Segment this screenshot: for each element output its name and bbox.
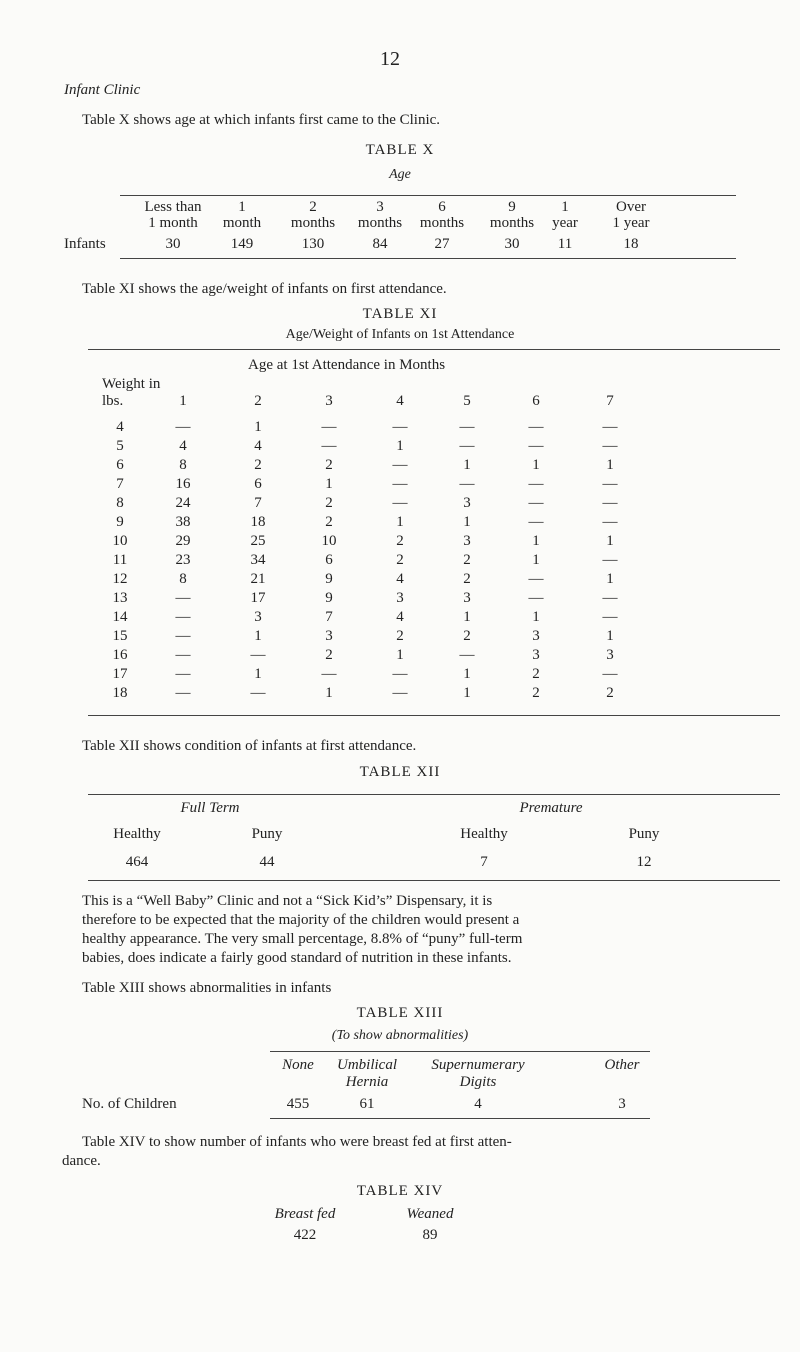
table-xi-cell: 7 [254, 495, 262, 511]
table-xi-cell: — [459, 647, 475, 663]
table-xi-cell: 21 [250, 571, 266, 587]
table-xi-cell: 1 [532, 533, 540, 549]
table-xi-cell: — [392, 495, 408, 511]
table-xi-cell: — [528, 438, 544, 454]
table-xiii-cell: 4 [474, 1096, 482, 1112]
table-xi-cell: 34 [250, 552, 266, 568]
table-xi-cell: — [321, 438, 337, 454]
table-xiii-col-header: None [282, 1057, 314, 1073]
table-xi-cell: 1 [532, 552, 540, 568]
table-xi-cell: 8 [179, 571, 187, 587]
table-xiv-col-header: Breast fed [274, 1206, 336, 1222]
table-xi-cell: 4 [254, 438, 262, 454]
table-x-title: TABLE X [365, 142, 435, 158]
paragraph-line: This is a “Well Baby” Clinic and not a “Sick Kid’s” Dispensary, it is [82, 893, 493, 909]
table-xi-weight-cell: 17 [112, 666, 128, 682]
table-xi-cell: 2 [254, 457, 262, 473]
table-xi-cell: — [602, 514, 618, 530]
table-xi-cell: — [528, 419, 544, 435]
table-xi-cell: 1 [463, 457, 471, 473]
table-xi-title: TABLE XI [362, 306, 438, 322]
table-xi-cell: — [175, 666, 191, 682]
table-xi-weight-cell: 16 [112, 647, 128, 663]
table-xi-cell: — [459, 476, 475, 492]
table-xi-cell: 29 [175, 533, 191, 549]
table-xi-cell: 10 [321, 533, 337, 549]
table-xi-subtitle: Age/Weight of Infants on 1st Attendance [285, 327, 515, 342]
table-xi-cell: 23 [175, 552, 191, 568]
table-xii-col-header: Healthy [113, 826, 161, 842]
table-xiv-cell: 89 [422, 1227, 438, 1243]
table-xi-cell: — [175, 685, 191, 701]
table-xi-cell: — [602, 419, 618, 435]
table-xi-cell: 3 [254, 609, 262, 625]
table-xi-lbs-header: lbs. [102, 393, 124, 409]
table-xiv-intro: Table XIV to show number of infants who were breast fed at first atten- [82, 1134, 512, 1150]
table-xi-cell: 3 [532, 647, 540, 663]
table-xi-cell: — [392, 685, 408, 701]
table-x-col-header: months [357, 215, 403, 231]
section-title: Infant Clinic [64, 82, 141, 98]
table-xi-cell: — [528, 495, 544, 511]
table-x-col-header: 6 [438, 199, 446, 215]
table-xi-cell: — [528, 476, 544, 492]
table-xi-cell: — [528, 571, 544, 587]
table-xii-full-term: Full Term [180, 800, 240, 816]
table-xi-cell: 7 [325, 609, 333, 625]
table-xi-cell: 2 [532, 666, 540, 682]
table-xiii-subtitle: (To show abnormalities) [331, 1028, 469, 1043]
table-xi-cell: 2 [606, 685, 614, 701]
table-x-col-header: months [489, 215, 535, 231]
table-xiv-cell: 422 [293, 1227, 317, 1243]
table-xi-cell: 3 [463, 533, 471, 549]
table-xi-cell: 1 [325, 685, 333, 701]
table-xi-cell: 2 [325, 457, 333, 473]
table-x-col-header: months [290, 215, 336, 231]
table-xi-cell: 2 [396, 533, 404, 549]
table-x-row-label: Infants [64, 236, 106, 252]
table-xi-cell: 4 [179, 438, 187, 454]
table-xi-cell: 1 [396, 438, 404, 454]
table-xi-cell: 9 [325, 590, 333, 606]
table-xi-cell: 3 [463, 590, 471, 606]
paragraph-line: healthy appearance. The very small percentage, 8.8% of “puny” full-term [82, 931, 523, 947]
table-xii-bottom-rule [88, 880, 780, 881]
table-xiv-intro-cont: dance. [62, 1153, 101, 1169]
table-xi-cell: — [602, 438, 618, 454]
table-xi-cell: 1 [463, 514, 471, 530]
page-number: 12 [380, 48, 400, 70]
table-xi-cell: 2 [325, 495, 333, 511]
table-x-bottom-rule [120, 258, 736, 259]
table-xi-cell: 1 [396, 647, 404, 663]
table-xi-cell: 2 [325, 514, 333, 530]
table-xi-cell: 1 [463, 685, 471, 701]
table-xiii-col-header: Other [604, 1057, 640, 1073]
table-x-col-header: 1 year [612, 215, 650, 231]
table-xi-group-header: Age at 1st Attendance in Months [248, 357, 446, 373]
table-xi-cell: — [459, 438, 475, 454]
table-xi-cell: 1 [606, 628, 614, 644]
table-xi-cell: — [392, 457, 408, 473]
table-xiii-cell: 455 [286, 1096, 310, 1112]
table-xii-intro: Table XII shows condition of infants at first attendance. [82, 738, 417, 754]
table-x-cell: 130 [301, 236, 325, 252]
narrative-paragraph [82, 892, 782, 968]
table-xi-cell: 2 [396, 552, 404, 568]
table-x-col-header: 1 [561, 199, 569, 215]
table-xi-cell: 1 [606, 457, 614, 473]
table-xi-cell: 1 [254, 419, 262, 435]
table-x-cell: 30 [165, 236, 181, 252]
table-x-subtitle: Age [389, 167, 411, 182]
table-xi-cell: — [392, 476, 408, 492]
table-x-col-header: 1 [238, 199, 246, 215]
table-xiii-intro: Table XIII shows abnormalities in infants [82, 980, 332, 996]
table-xi-cell: — [602, 609, 618, 625]
table-xi-cell: 1 [532, 457, 540, 473]
table-x-cell: 30 [504, 236, 520, 252]
table-xi-cell: — [392, 419, 408, 435]
table-xiii-title: TABLE XIII [356, 1005, 444, 1021]
table-xi-cell: 1 [532, 609, 540, 625]
table-xii-premature: Premature [519, 800, 583, 816]
table-x-cell: 149 [230, 236, 254, 252]
table-xi-cell: — [175, 647, 191, 663]
table-xi-weight-cell: 8 [116, 495, 124, 511]
table-xi-cell: 16 [175, 476, 191, 492]
table-xi-weight-cell: 4 [116, 419, 124, 435]
table-x-col-header: 2 [309, 199, 317, 215]
table-xiii-col-header: Umbilical [337, 1057, 397, 1073]
table-xi-cell: — [250, 685, 266, 701]
table-xi-month-header: 3 [325, 393, 333, 409]
table-xi-cell: 8 [179, 457, 187, 473]
table-x-cell: 84 [372, 236, 388, 252]
table-xiii-row-label: No. of Children [82, 1096, 177, 1112]
table-xi-weight-cell: 12 [112, 571, 128, 587]
table-x-top-rule [120, 195, 736, 196]
table-xi-month-header: 6 [532, 393, 540, 409]
table-xi-cell: 1 [254, 628, 262, 644]
table-xii-col-header: Puny [251, 826, 283, 842]
table-x-cell: 27 [434, 236, 450, 252]
table-xi-cell: — [175, 419, 191, 435]
table-xi-cell: 1 [606, 533, 614, 549]
table-xi-bottom-rule [88, 715, 780, 716]
table-xiii-bottom-rule [270, 1118, 650, 1119]
table-xi-cell: 1 [463, 609, 471, 625]
table-xi-month-header: 1 [179, 393, 187, 409]
table-xi-weight-cell: 18 [112, 685, 128, 701]
table-xi-cell: — [321, 419, 337, 435]
table-xi-cell: — [321, 666, 337, 682]
table-xi-cell: — [528, 514, 544, 530]
table-xii-title: TABLE XII [359, 764, 441, 780]
table-xi-weight-cell: 11 [112, 552, 128, 568]
table-xi-weight-cell: 10 [112, 533, 128, 549]
table-xi-cell: — [602, 476, 618, 492]
table-xiii-col-header: Digits [459, 1074, 497, 1090]
table-xii-col-header: Puny [628, 826, 660, 842]
table-xi-cell: — [175, 590, 191, 606]
table-xi-top-rule [88, 349, 780, 350]
table-xi-cell: 1 [325, 476, 333, 492]
table-xiii-col-header: Hernia [345, 1074, 389, 1090]
table-xi-cell: 18 [250, 514, 266, 530]
table-xi-cell: 2 [396, 628, 404, 644]
table-xi-cell: 38 [175, 514, 191, 530]
table-xi-cell: 3 [463, 495, 471, 511]
table-xii-col-header: Healthy [460, 826, 508, 842]
table-x-col-header: year [552, 215, 578, 231]
table-x-col-header: Less than [144, 199, 202, 215]
table-xi-cell: 4 [396, 571, 404, 587]
table-xi-cell: 2 [325, 647, 333, 663]
table-x-col-header: month [222, 215, 262, 231]
table-x-col-header: months [419, 215, 465, 231]
table-xi-cell: 2 [532, 685, 540, 701]
table-xi-cell: 17 [250, 590, 266, 606]
table-xi-month-header: 2 [254, 393, 262, 409]
table-xi-cell: 2 [463, 628, 471, 644]
table-xi-cell: — [602, 666, 618, 682]
table-xi-weight-cell: 14 [112, 609, 128, 625]
paragraph-line: babies, does indicate a fairly good standard of nutrition in these infants. [82, 950, 512, 966]
table-xi-weight-cell: 15 [112, 628, 128, 644]
table-xi-cell: 1 [396, 514, 404, 530]
table-xiii-cell: 3 [618, 1096, 626, 1112]
table-x-cell: 18 [623, 236, 639, 252]
table-xi-cell: 6 [254, 476, 262, 492]
table-x-col-header: 3 [376, 199, 384, 215]
table-xi-cell: — [175, 628, 191, 644]
table-xii-cell: 464 [125, 854, 149, 870]
table-xi-cell: — [392, 666, 408, 682]
table-xi-weight-header: Weight in [102, 376, 161, 392]
table-xiii-col-header: Supernumerary [431, 1057, 525, 1073]
table-xiii-cell: 61 [359, 1096, 375, 1112]
table-xiv-title: TABLE XIV [356, 1183, 444, 1199]
table-xiv-col-header: Weaned [406, 1206, 454, 1222]
table-xi-cell: — [602, 552, 618, 568]
table-x-col-header: 1 month [148, 215, 198, 231]
table-x-col-header: Over [616, 199, 646, 215]
table-xi-weight-cell: 7 [116, 476, 124, 492]
paragraph-line: therefore to be expected that the majority of the children would present a [82, 912, 520, 928]
table-xi-cell: 2 [463, 552, 471, 568]
table-xi-cell: 1 [463, 666, 471, 682]
table-xi-weight-cell: 5 [116, 438, 124, 454]
table-xi-cell: — [602, 495, 618, 511]
table-xi-cell: 6 [325, 552, 333, 568]
table-xi-cell: 24 [175, 495, 191, 511]
table-xi-cell: 1 [606, 571, 614, 587]
table-xi-weight-cell: 9 [116, 514, 124, 530]
table-xi-cell: 3 [532, 628, 540, 644]
table-x-intro: Table X shows age at which infants first came to the Clinic. [82, 112, 441, 128]
table-xi-cell: 3 [396, 590, 404, 606]
table-xi-cell: — [459, 419, 475, 435]
table-xi-month-header: 5 [463, 393, 471, 409]
table-xi-month-header: 7 [606, 393, 614, 409]
table-xi-cell: — [250, 647, 266, 663]
table-xi-cell: — [528, 590, 544, 606]
table-xi-cell: 3 [606, 647, 614, 663]
table-xi-intro: Table XI shows the age/weight of infants on first attendance. [82, 281, 447, 297]
table-xii-cell: 44 [259, 854, 275, 870]
table-xi-cell: — [602, 590, 618, 606]
table-xii-top-rule [88, 794, 780, 795]
table-xi-month-header: 4 [396, 393, 404, 409]
table-xiii-top-rule [270, 1051, 650, 1052]
table-xi-cell: 4 [396, 609, 404, 625]
table-xii-cell: 12 [636, 854, 652, 870]
table-xi-weight-cell: 13 [112, 590, 128, 606]
table-xi-cell: — [175, 609, 191, 625]
table-x-col-header: 9 [508, 199, 516, 215]
table-xi-cell: 25 [250, 533, 266, 549]
table-xi-weight-cell: 6 [116, 457, 124, 473]
table-xi-cell: 3 [325, 628, 333, 644]
table-xi-cell: 1 [254, 666, 262, 682]
table-xi-cell: 2 [463, 571, 471, 587]
table-xii-cell: 7 [480, 854, 488, 870]
table-x-cell: 11 [557, 236, 573, 252]
table-xi-cell: 9 [325, 571, 333, 587]
